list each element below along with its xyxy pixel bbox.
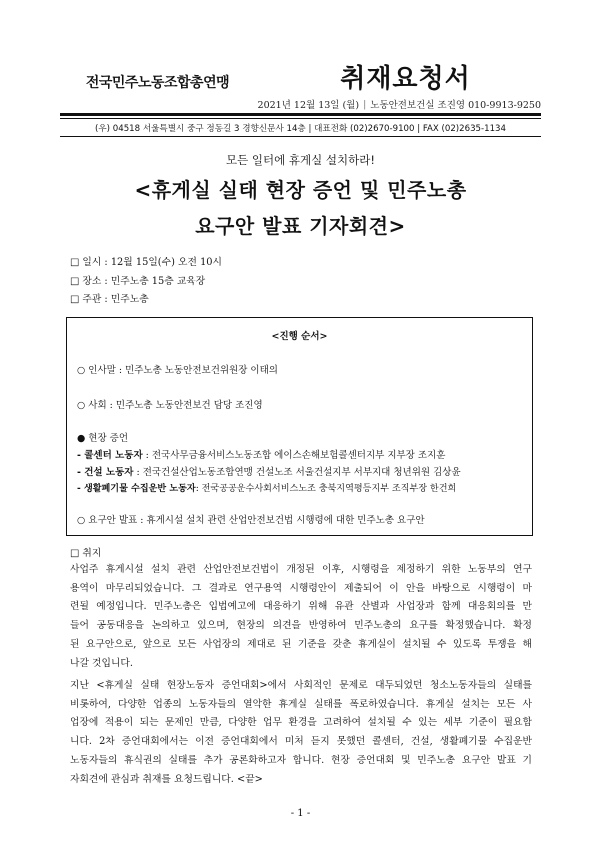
paragraph-line: 업장에 적용이 되는 문제인 만큼, 다양한 업무 환경을 고려하여 설치될 수 있는 세부 기준이 필요합 [70, 717, 532, 729]
paragraph-line: 자회견에 관심과 취재를 요청드립니다. <끝> [70, 773, 263, 785]
organization-name: 전국민주노동조합총연맹 [85, 75, 230, 91]
testimony-role: - 건설 노동자 [77, 467, 134, 478]
purpose-paragraph-1 [70, 561, 532, 673]
address-line: (우) 04518 서울특별시 중구 정동길 3 경향신문사 14층 | 대표전화 (02)2670-9100 | FAX (02)2635-1134 [95, 124, 506, 134]
event-headline [60, 172, 541, 244]
paragraph-line: 들어 공동대응을 논의하고 있으며, 현장의 의견을 반영하여 민주노총의 요구를 확정했습니다. 확정 [70, 620, 532, 632]
testimony-desc: : 전국공공운수사회서비스노조 충북지역평등지부 조직부장 한건희 [195, 484, 457, 494]
info-datetime: □ 일시 : 12월 15일(수) 오전 10시 [70, 257, 222, 268]
testimony-desc: : 전국사무금융서비스노동조합 에이스손해보험콜센터지부 지부장 조지훈 [142, 450, 446, 461]
paragraph-line: 된 요구안으로, 앞으로 모든 사업장의 제대로 된 기준을 갖춘 휴게실이 설치될 수 있도록 투쟁을 해 [70, 638, 532, 650]
separator: | [363, 98, 367, 110]
purpose-paragraph-2 [70, 677, 532, 789]
contact-person: 노동안전보건실 조진영 010-9913-9250 [370, 100, 541, 111]
paragraph-line: 니다. 2차 증언대회에서는 이전 증언대회에서 미처 듣지 못했던 콜센터, 건설, 생활폐기물 수집운반 [70, 736, 532, 748]
program-box [66, 317, 533, 536]
date-contact-line [240, 97, 541, 111]
header-rule-thin [60, 118, 541, 119]
testimony-role: - 콜센터 노동자 [77, 450, 143, 461]
headline-line-1: <휴게실 실태 현장 증언 및 민주노총 [134, 178, 467, 202]
headline-line-2: 요구안 발표 기자회견> [195, 214, 406, 238]
paragraph-line: 련될 예정입니다. 민주노총은 입법예고에 대응하기 위해 유관 산별과 사업장과 함께 대응회의를 만 [70, 601, 532, 613]
testimony-role: - 생활폐기물 수집운반 노동자 [77, 484, 196, 494]
purpose-label: □ 취지 [70, 548, 102, 559]
document-title: 취재요청서 [340, 63, 471, 94]
address-rule [60, 136, 541, 137]
paragraph-line: 지난 <휴게실 실태 현장노동자 증언대회>에서 사회적인 문제로 대두되었던 청소노동자들의 실태를 [70, 680, 532, 691]
slogan: 모든 일터에 휴게실 설치하라! [226, 153, 375, 167]
paragraph-line: 사업주 휴게시설 설치 관련 산업안전보건법이 개정된 이후, 시행령을 제정하기 위한 노동부의 연구 [70, 564, 532, 575]
program-greeting: ○ 인사말 : 민주노총 노동안전보건위원장 이태의 [77, 365, 278, 376]
testimony-item [77, 447, 445, 461]
testimony-item [77, 464, 461, 478]
paragraph-line: 나갈 것입니다. [70, 657, 134, 669]
program-mc: ○ 사회 : 민주노총 노동안전보건 담당 조진영 [77, 400, 263, 411]
paragraph-line: 비롯하여, 다양한 업종의 노동자들의 열악한 휴게실 실태를 폭로하였습니다. 휴게실 설치는 모든 사 [70, 698, 532, 710]
paragraph-line: 노동자들의 휴식권의 실태를 추가 공론화하고자 합니다. 현장 증언대회 및 민주노총 요구안 발표 기 [70, 754, 532, 766]
testimony-desc: : 전국건설산업노동조합연맹 건설노조 서울건설지부 서부지대 청년위원 김상윤 [133, 467, 461, 478]
testimony-item [77, 481, 456, 494]
paragraph-line: 용역이 마무리되었습니다. 그 결과로 연구용역 시행령안이 제출되어 이 안을 바탕으로 시행령이 마 [70, 582, 532, 594]
info-place: □ 장소 : 민주노총 15층 교육장 [70, 275, 206, 287]
event-info [70, 254, 530, 310]
program-testimony-heading: ● 현장 증언 [77, 433, 129, 444]
issue-date: 2021년 12월 13일 (월) [257, 100, 360, 111]
program-title: <진행 순서> [271, 331, 328, 342]
info-host: □ 주관 : 민주노총 [70, 294, 149, 305]
program-demands: ○ 요구안 발표 : 휴게시설 설치 관련 산업안전보건법 시행령에 대한 민주노총 요구안 [77, 515, 425, 526]
letterhead [60, 56, 541, 118]
page-number: - 1 - [290, 808, 311, 819]
header-rule-thick [60, 113, 541, 116]
